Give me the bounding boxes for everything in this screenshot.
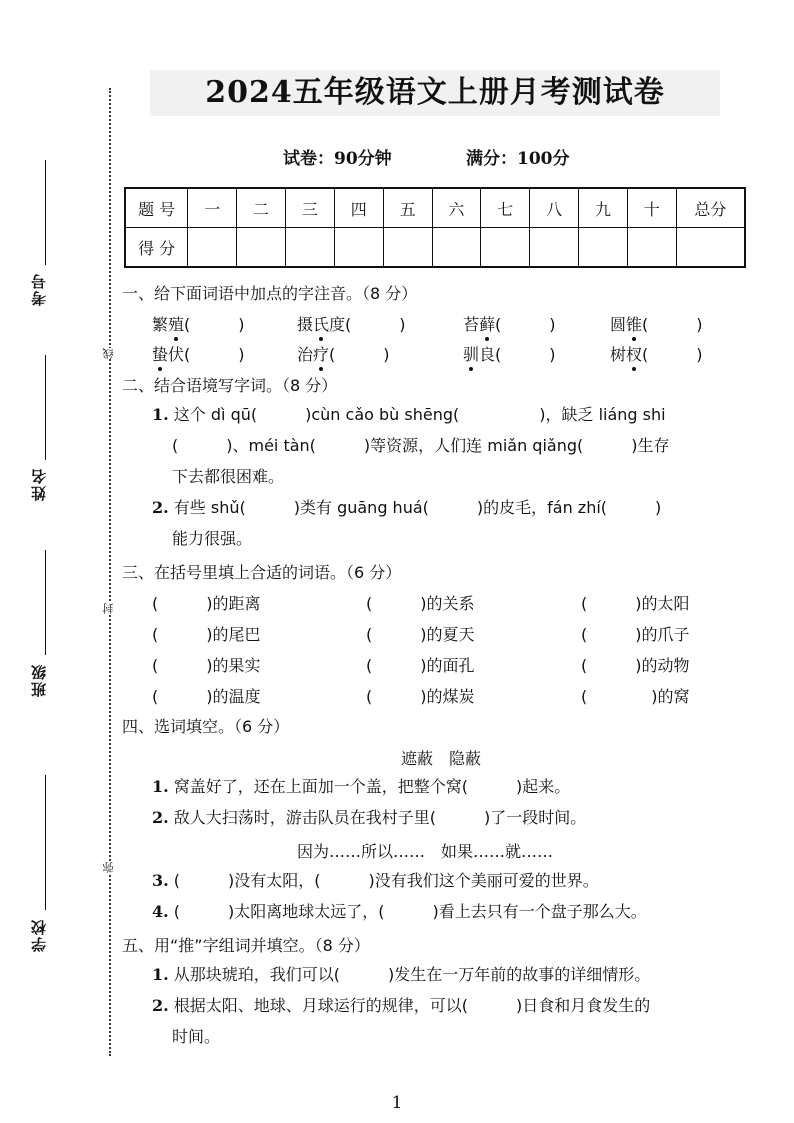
s2-q2-line1 [152,498,661,518]
header-cell: 二 [237,188,286,228]
exam-time: 试卷：90分钟 [283,149,392,169]
s3-item: ( )的果实 [152,656,261,675]
s3-item: ( )的距离 [152,594,261,613]
section-2-title: 二、结合语境写字词。（8 分） [122,376,338,395]
s1-item [297,342,390,365]
s4-q1 [152,777,570,797]
page-number: 1 [391,1093,403,1113]
q-number: 4. [152,902,169,921]
s1-item-text: 繁殖( ) [152,315,245,334]
s3-item: ( )的爪子 [581,625,690,644]
dotted-character: 疗 [313,342,329,365]
header-cell: 七 [481,188,530,228]
s1-item-text: 树杈( ) [610,345,703,364]
class-line [45,550,46,655]
s5-q2-line2: 时间。 [172,1027,221,1046]
s1-item [152,312,245,335]
s1-item-text: 蛰伏( ) [152,345,245,364]
s2-q1-line2: ( )、méi tàn( )等资源，人们连 miǎn qiǎng( )生存 [172,436,670,455]
s5-q1 [152,965,650,985]
q-number: 2. [152,808,169,827]
header-cell: 三 [285,188,334,228]
s3-item: ( )的夏天 [366,625,475,644]
s4-q2 [152,808,586,828]
name-label: 姓名 [30,467,48,501]
s3-item: ( )的面孔 [366,656,475,675]
s3-item: ( )的窝 [581,687,690,706]
dotted-character: 藓 [479,312,495,335]
cut-mark-xian: 线 [102,348,115,359]
score-cell[interactable] [285,228,334,268]
q-text: 窝盖好了，还在上面加一个盖，把整个窝( )起来。 [173,777,571,796]
s1-item-text: 苔藓( ) [463,315,556,334]
header-cell: 十 [627,188,676,228]
exam-number-label: 考号 [30,272,48,306]
cut-mark-mi: 弥 [102,862,115,873]
binding-cut-line [109,88,111,1056]
header-cell: 五 [383,188,432,228]
q-text: ( )没有太阳，( )没有我们这个美丽可爱的世界。 [173,871,599,890]
score-table [124,187,746,268]
q-text: ( )太阳离地球太远了，( )看上去只有一个盘子那么大。 [173,902,647,921]
header-cell: 八 [530,188,579,228]
dotted-character: 殖 [168,312,184,335]
score-cell[interactable] [627,228,676,268]
s3-item: ( )的动物 [581,656,690,675]
header-cell: 六 [432,188,481,228]
header-cell: 题 号 [125,188,188,228]
school-line [45,775,46,910]
q-number: 2. [152,996,169,1015]
score-row-label: 得 分 [125,228,188,268]
section-3-title: 三、在括号里填上合适的词语。（6 分） [122,563,402,582]
s5-q2-line1 [152,996,650,1016]
q-number: 2. [152,498,169,517]
q-text: 敌人大扫荡时，游击队员在我村子里( )了一段时间。 [173,808,587,827]
s1-item-text: 治疗( ) [297,345,390,364]
dotted-character: 氏 [313,312,329,335]
score-cell[interactable] [334,228,383,268]
score-cell[interactable] [237,228,286,268]
s3-item: ( )的关系 [366,594,475,613]
s1-item [297,312,406,335]
s3-item: ( )的太阳 [581,594,690,613]
q-number: 1. [152,405,169,424]
score-cell[interactable] [530,228,579,268]
score-cell[interactable] [579,228,628,268]
exam-number-line [45,160,46,265]
s4-word-choices-2: 因为……所以…… 如果……就…… [297,842,554,861]
name-line [45,355,46,460]
s3-item: ( )的尾巴 [152,625,261,644]
class-label: 班级 [30,663,48,697]
s3-item: ( )的煤炭 [366,687,475,706]
header-cell: 总分 [676,188,745,228]
q-text: 这个 dì qū( )cùn cǎo bù shēng( )，缺乏 liáng shi [173,405,666,424]
s4-word-choices-1: 遮蔽 隐蔽 [401,749,482,768]
s2-q1-line1 [152,405,666,425]
q-number: 1. [152,965,169,984]
s2-q2-line2: 能力很强。 [172,529,253,548]
section-5-title: 五、用“推”字组词并填空。（8 分） [122,936,370,955]
s1-item-text: 驯良( ) [463,345,556,364]
cut-mark-feng: 封 [102,603,115,614]
s1-item [610,342,703,365]
q-number: 1. [152,777,169,796]
dotted-character: 锥 [626,312,642,335]
header-cell: 一 [188,188,237,228]
header-cell: 九 [579,188,628,228]
section-4-title: 四、选词填空。（6 分） [122,717,290,736]
score-cell[interactable] [188,228,237,268]
score-cell[interactable] [432,228,481,268]
section-1-title: 一、给下面词语中加点的字注音。（8 分） [122,284,418,303]
s1-item [610,312,703,335]
full-score: 满分：100分 [466,149,570,169]
score-cell[interactable] [383,228,432,268]
q-text: 根据太阳、地球、月球运行的规律，可以( )日食和月食发生的 [173,996,651,1015]
s1-item-text: 圆锥( ) [610,315,703,334]
dotted-character: 驯 [463,342,479,365]
header-cell: 四 [334,188,383,228]
s1-item [463,312,556,335]
s4-q3 [152,871,599,891]
score-cell[interactable] [481,228,530,268]
school-label: 学校 [30,918,48,952]
dotted-character: 杈 [626,342,642,365]
q-text: 有些 shǔ( )类有 guāng huá( )的皮毛，fán zhí( ) [173,498,662,517]
s1-item [152,342,245,365]
dotted-character: 蛰 [152,342,168,365]
exam-title: 2024五年级语文上册月考测试卷 [150,70,720,116]
s1-item [463,342,556,365]
s2-q1-line3: 下去都很困难。 [172,467,285,486]
score-table-header-row [125,188,745,228]
s3-item: ( )的温度 [152,687,261,706]
s1-item-text: 摄氏度( ) [297,315,406,334]
q-text: 从那块琥珀，我们可以( )发生在一万年前的故事的详细情形。 [173,965,651,984]
score-cell[interactable] [676,228,745,268]
s4-q4 [152,902,647,922]
score-table-score-row [125,228,745,268]
q-number: 3. [152,871,169,890]
